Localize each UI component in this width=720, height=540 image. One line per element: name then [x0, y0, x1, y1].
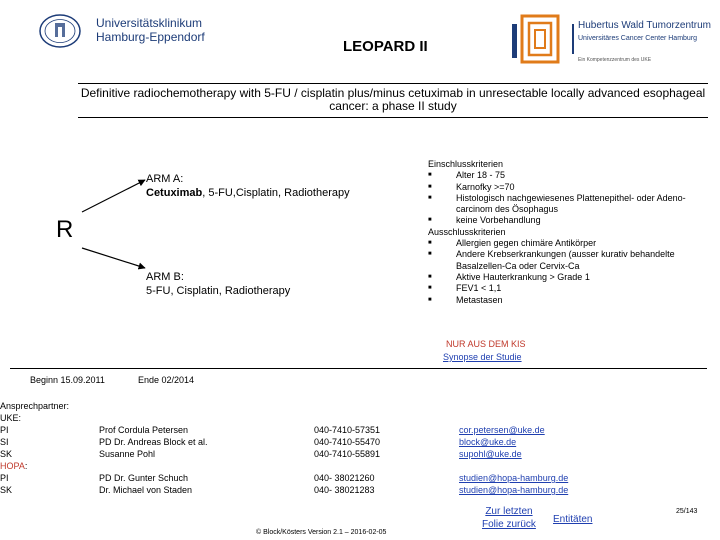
- back-link-line2: Folie zurück: [482, 519, 536, 530]
- contact-email[interactable]: block@uke.de: [459, 437, 517, 447]
- begin-date: Beginn 15.09.2011: [30, 375, 105, 385]
- hopa-label-colon: :: [24, 461, 28, 471]
- contact-phone: 040- 38021283: [314, 485, 375, 495]
- criterion-text: Alter 18 - 75: [456, 170, 506, 181]
- end-date: Ende 02/2014: [138, 375, 195, 385]
- contact-row: [0, 485, 720, 497]
- uke-logo: [38, 14, 205, 48]
- contact-name: PD Dr. Andreas Block et al.: [99, 437, 208, 447]
- contact-role: PI: [0, 425, 9, 435]
- hwtz-logo-line2: Universitäres Cancer Center Hamburg: [578, 35, 698, 42]
- contact-role: SI: [0, 437, 9, 447]
- uke-seal-icon: [38, 14, 82, 48]
- hwtz-divider: [572, 24, 574, 54]
- contacts-heading: Ansprechpartner:: [0, 401, 70, 411]
- bullet-icon: ■: [428, 183, 432, 190]
- uke-logo-line1: Universitätsklinikum: [96, 16, 203, 30]
- inclusion-list: [428, 170, 716, 226]
- contact-role: SK: [0, 485, 13, 495]
- criterion-text: Allergien gegen chimäre Antikörper: [456, 238, 597, 249]
- list-item: [428, 249, 716, 272]
- arm-b-treatment: 5-FU, Cisplatin, Radiotherapy: [146, 285, 291, 297]
- list-item: [428, 182, 716, 193]
- criterion-text: Metastasen: [456, 294, 503, 305]
- list-item: [428, 295, 716, 306]
- randomization-letter: R: [56, 216, 74, 243]
- criterion-text: Andere Krebserkrankungen (ausser kurativ behandelte Basalzellen-Ca oder Cervix-Ca: [456, 249, 675, 271]
- bullet-icon: ■: [428, 217, 432, 224]
- back-to-last-slide-link[interactable]: [482, 505, 536, 531]
- criteria-box: [428, 159, 716, 306]
- contact-email[interactable]: supohl@uke.de: [459, 449, 522, 459]
- contact-email[interactable]: studien@hopa-hamburg.de: [459, 485, 569, 495]
- exclusion-heading: Ausschlusskriterien: [428, 226, 506, 237]
- page-title: LEOPARD II: [343, 38, 428, 55]
- arm-a-treatment: , 5-FU,Cisplatin, Radiotherapy: [202, 187, 350, 199]
- contact-phone: 040-7410-55891: [314, 449, 381, 459]
- contact-row: [0, 449, 720, 461]
- synopsis-link[interactable]: Synopse der Studie: [443, 352, 522, 362]
- contact-name: Prof Cordula Petersen: [99, 425, 189, 435]
- arm-a-label: ARM A:: [146, 173, 184, 185]
- bullet-icon: ■: [428, 172, 432, 179]
- list-item: [428, 215, 716, 226]
- uke-label: UKE:: [0, 413, 22, 423]
- list-item: [428, 283, 716, 294]
- bullet-icon: ■: [428, 273, 432, 280]
- contact-name: Susanne Pohl: [99, 449, 156, 459]
- arm-b-arrow: [82, 248, 145, 268]
- contact-name: Dr. Michael von Staden: [99, 485, 193, 495]
- arm-a-cetuximab: Cetuximab: [146, 187, 203, 199]
- list-item: [428, 170, 716, 181]
- criterion-text: Aktive Hauterkrankung > Grade 1: [456, 271, 590, 282]
- arm-a-arrow: [82, 180, 145, 212]
- hopa-label: [0, 461, 27, 472]
- copyright: © Block/Kösters Version 2.1 – 2016-02-05: [256, 529, 387, 536]
- back-link-line1: Zur letzten: [485, 506, 533, 517]
- section-divider: [10, 368, 707, 369]
- kis-note: NUR AUS DEM KIS: [446, 339, 526, 349]
- bullet-icon: ■: [428, 296, 432, 303]
- contact-email[interactable]: studien@hopa-hamburg.de: [459, 473, 569, 483]
- bullet-icon: ■: [428, 285, 432, 292]
- contact-email[interactable]: cor.petersen@uke.de: [459, 425, 545, 435]
- arm-b: [146, 270, 290, 298]
- contact-row: [0, 437, 720, 449]
- exclusion-list: [428, 238, 716, 306]
- contact-name: PD Dr. Gunter Schuch: [99, 473, 189, 483]
- criterion-text: Histologisch nachgewiesenes Plattenepithel- oder Adeno-carcinom des Ösophagus: [456, 192, 686, 215]
- contact-row: [0, 473, 720, 485]
- study-title: Definitive radiochemotherapy with 5-FU / cisplatin plus/minus cetuximab in unresectable locally advanced esophageal cancer: a phase II study: [80, 86, 706, 113]
- contact-phone: 040-7410-55470: [314, 437, 381, 447]
- study-title-box: [78, 83, 708, 118]
- list-item: [428, 238, 716, 249]
- arm-b-label: ARM B:: [146, 271, 184, 283]
- criterion-text: FEV1 < 1,1: [456, 283, 502, 294]
- criterion-text: Karnofky >=70: [456, 181, 515, 192]
- contact-row: [0, 425, 720, 437]
- bullet-icon: ■: [428, 251, 432, 258]
- page-count: 25/143: [676, 508, 698, 515]
- bullet-icon: ■: [428, 194, 432, 201]
- hwtz-logo-icon: [512, 14, 560, 66]
- uke-logo-line2: Hamburg-Eppendorf: [96, 30, 205, 44]
- hwtz-logo-line1: Hubertus Wald Tumorzentrum: [578, 20, 712, 31]
- hopa-label-text: HOPA: [0, 461, 25, 471]
- criterion-text: keine Vorbehandlung: [456, 215, 541, 226]
- bullet-icon: ■: [428, 240, 432, 247]
- hwtz-logo: [512, 14, 717, 68]
- list-item: [428, 193, 716, 216]
- list-item: [428, 272, 716, 283]
- hwtz-subline: Ein Kompetenzzentrum des UKE: [578, 57, 652, 63]
- contact-phone: 040- 38021260: [314, 473, 375, 483]
- contact-phone: 040-7410-57351: [314, 425, 381, 435]
- contact-role: SK: [0, 449, 13, 459]
- inclusion-heading: Einschlusskriterien: [428, 159, 504, 169]
- entities-link[interactable]: Entitäten: [553, 514, 593, 525]
- arm-a: [146, 172, 350, 200]
- contact-role: PI: [0, 473, 9, 483]
